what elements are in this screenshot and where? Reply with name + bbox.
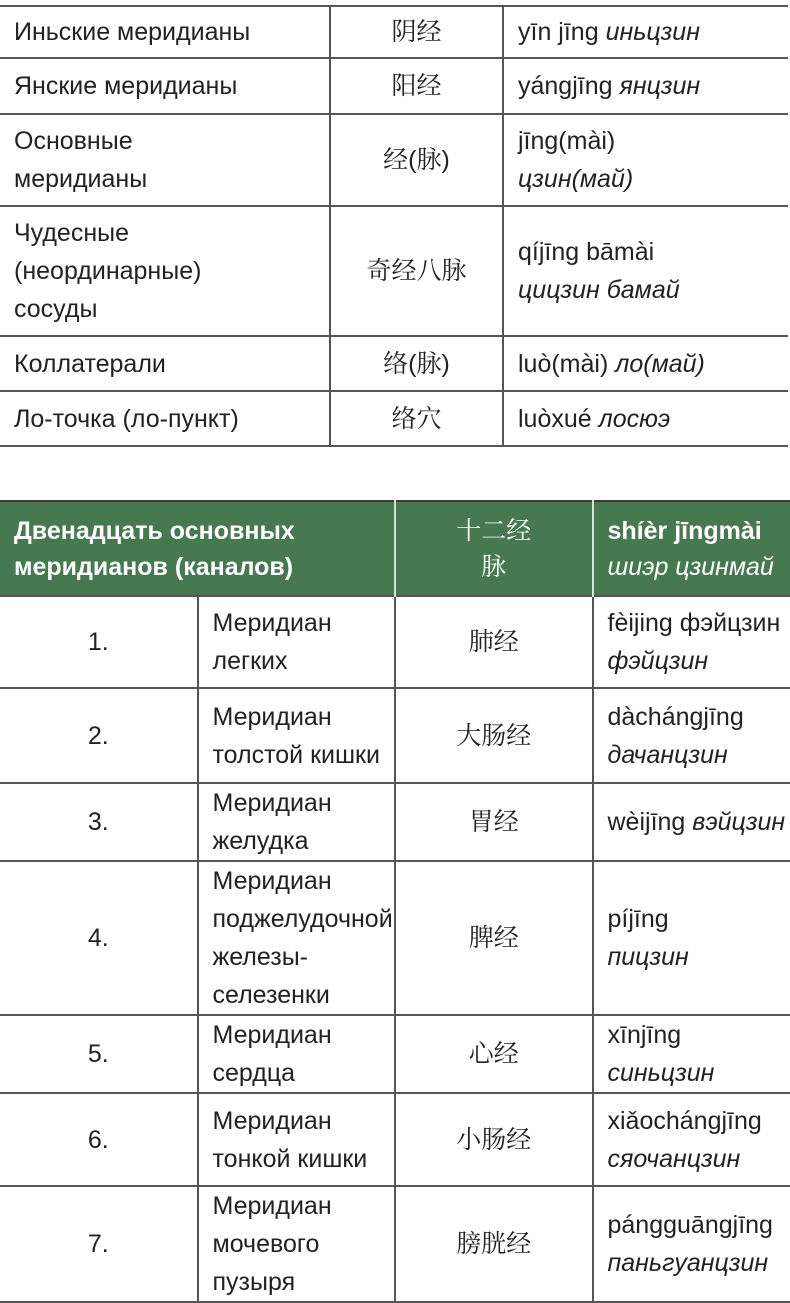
terms-table — [0, 5, 788, 447]
pinyin-text: yīn jīng — [518, 18, 599, 46]
pinyin-text: fèijing фэйцзин — [608, 604, 790, 642]
meridian-ru: Меридиан легких — [198, 596, 396, 688]
pinyin-text: píjīng — [608, 900, 790, 938]
translit-text: паньгуанцзин — [608, 1244, 790, 1282]
pinyin-text: luò(mài) — [518, 350, 608, 378]
pinyin-text: yángjīng — [518, 72, 613, 100]
term-pinyin — [503, 58, 788, 114]
translit-text: янцзин — [619, 72, 700, 100]
meridian-zh: 肺经 — [395, 596, 593, 688]
meridian-ru — [198, 1186, 396, 1302]
meridian-ru — [198, 861, 396, 1015]
term-pinyin — [503, 114, 788, 206]
row-number: 3. — [0, 783, 198, 861]
term-ru-line: меридианы — [14, 160, 329, 198]
table-row — [0, 688, 790, 783]
term-zh: 经(脉) — [330, 114, 503, 206]
term-ru: Коллатерали — [0, 336, 330, 391]
translit-text: цзин(май) — [518, 160, 788, 198]
meridian-ru-line: поджелудочной — [213, 900, 395, 938]
table-row — [0, 206, 788, 336]
translit-text: сяочанцзин — [608, 1140, 790, 1178]
row-number: 2. — [0, 688, 198, 783]
term-ru: Иньские меридианы — [0, 6, 330, 58]
table-row — [0, 1186, 790, 1302]
meridian-ru-line: Меридиан — [213, 698, 395, 736]
translit-text: вэйцзин — [692, 808, 785, 836]
translit-text: фэйцзин — [608, 642, 790, 680]
row-number: 1. — [0, 596, 198, 688]
table-row — [0, 1015, 790, 1093]
pinyin-text: jīng(mài) — [518, 122, 788, 160]
term-zh: 络穴 — [330, 391, 503, 446]
term-zh: 络(脉) — [330, 336, 503, 391]
table-row — [0, 861, 790, 1015]
term-ru-line: сосуды — [14, 290, 329, 328]
meridian-zh: 脾经 — [395, 861, 593, 1015]
meridian-ru-line: толстой кишки — [213, 736, 395, 774]
meridian-pinyin — [593, 861, 790, 1015]
pinyin-text: xīnjīng — [608, 1021, 682, 1049]
term-ru — [0, 206, 330, 336]
meridian-zh: 小肠经 — [395, 1093, 593, 1186]
header-title-line: Двенадцать основных — [14, 513, 394, 549]
translit-text: ло(май) — [615, 350, 705, 378]
meridian-zh: 心经 — [395, 1015, 593, 1093]
header-title-line: меридианов (каналов) — [14, 549, 394, 585]
header-zh-line: 十二经 — [396, 513, 592, 549]
table-header-row — [0, 501, 790, 596]
table-row — [0, 391, 788, 446]
meridian-pinyin — [593, 596, 790, 688]
meridian-pinyin — [593, 1093, 790, 1186]
term-pinyin — [503, 6, 788, 58]
table-row — [0, 114, 788, 206]
table-row — [0, 783, 790, 861]
meridian-pinyin — [593, 688, 790, 783]
term-zh: 奇经八脉 — [330, 206, 503, 336]
meridian-ru-line: Меридиан — [213, 1187, 395, 1225]
term-zh: 阴经 — [330, 6, 503, 58]
header-translit-text: шиэр цзинмай — [608, 549, 790, 585]
term-ru: Ло-точка (ло-пункт) — [0, 391, 330, 446]
meridian-pinyin — [593, 1186, 790, 1302]
meridian-pinyin — [593, 783, 790, 861]
translit-text: дачанцзин — [608, 736, 790, 774]
term-pinyin — [503, 206, 788, 336]
meridian-ru-line: мочевого пузыря — [213, 1225, 395, 1301]
meridian-zh: 大肠经 — [395, 688, 593, 783]
pinyin-text: luòxué — [518, 405, 592, 433]
translit-text: лосюэ — [599, 405, 671, 433]
translit-text: цицзин бамай — [518, 271, 788, 309]
meridian-ru — [198, 688, 396, 783]
table-row — [0, 6, 788, 58]
row-number: 5. — [0, 1015, 198, 1093]
table-row — [0, 596, 790, 688]
header-zh — [395, 501, 593, 596]
meridian-ru — [198, 1093, 396, 1186]
table-row — [0, 336, 788, 391]
term-ru: Янские меридианы — [0, 58, 330, 114]
meridian-ru-line: железы-селезенки — [213, 938, 395, 1014]
header-pinyin — [593, 501, 790, 596]
row-number: 4. — [0, 861, 198, 1015]
table-row — [0, 1093, 790, 1186]
term-pinyin — [503, 391, 788, 446]
term-ru-line: Чудесные — [14, 214, 329, 252]
header-zh-line: 脉 — [396, 549, 592, 585]
meridian-ru: Меридиан желудка — [198, 783, 396, 861]
meridian-ru-line: Меридиан — [213, 1102, 395, 1140]
term-pinyin — [503, 336, 788, 391]
term-ru-line: Основные — [14, 122, 329, 160]
meridian-ru-line: тонкой кишки — [213, 1140, 395, 1178]
meridian-zh: 膀胱经 — [395, 1186, 593, 1302]
table-row — [0, 58, 788, 114]
term-zh: 阳经 — [330, 58, 503, 114]
header-pinyin-text: shíèr jīngmài — [608, 513, 790, 549]
meridian-pinyin — [593, 1015, 790, 1093]
meridian-ru-line: Меридиан — [213, 862, 395, 900]
pinyin-text: wèijīng — [608, 808, 686, 836]
row-number: 6. — [0, 1093, 198, 1186]
pinyin-text: xiǎochángjīng — [608, 1102, 790, 1140]
term-ru — [0, 114, 330, 206]
translit-text: иньцзин — [606, 18, 700, 46]
row-number: 7. — [0, 1186, 198, 1302]
meridians-table — [0, 500, 790, 1303]
pinyin-text: dàchángjīng — [608, 698, 790, 736]
pinyin-text: qíjīng bāmài — [518, 233, 788, 271]
pinyin-text: pángguāngjīng — [608, 1206, 790, 1244]
header-title — [0, 501, 395, 596]
meridian-zh: 胃经 — [395, 783, 593, 861]
translit-text: пицзин — [608, 938, 790, 976]
translit-text: синьцзин — [608, 1059, 715, 1087]
meridian-ru: Меридиан сердца — [198, 1015, 396, 1093]
term-ru-line: (неординарные) — [14, 252, 329, 290]
